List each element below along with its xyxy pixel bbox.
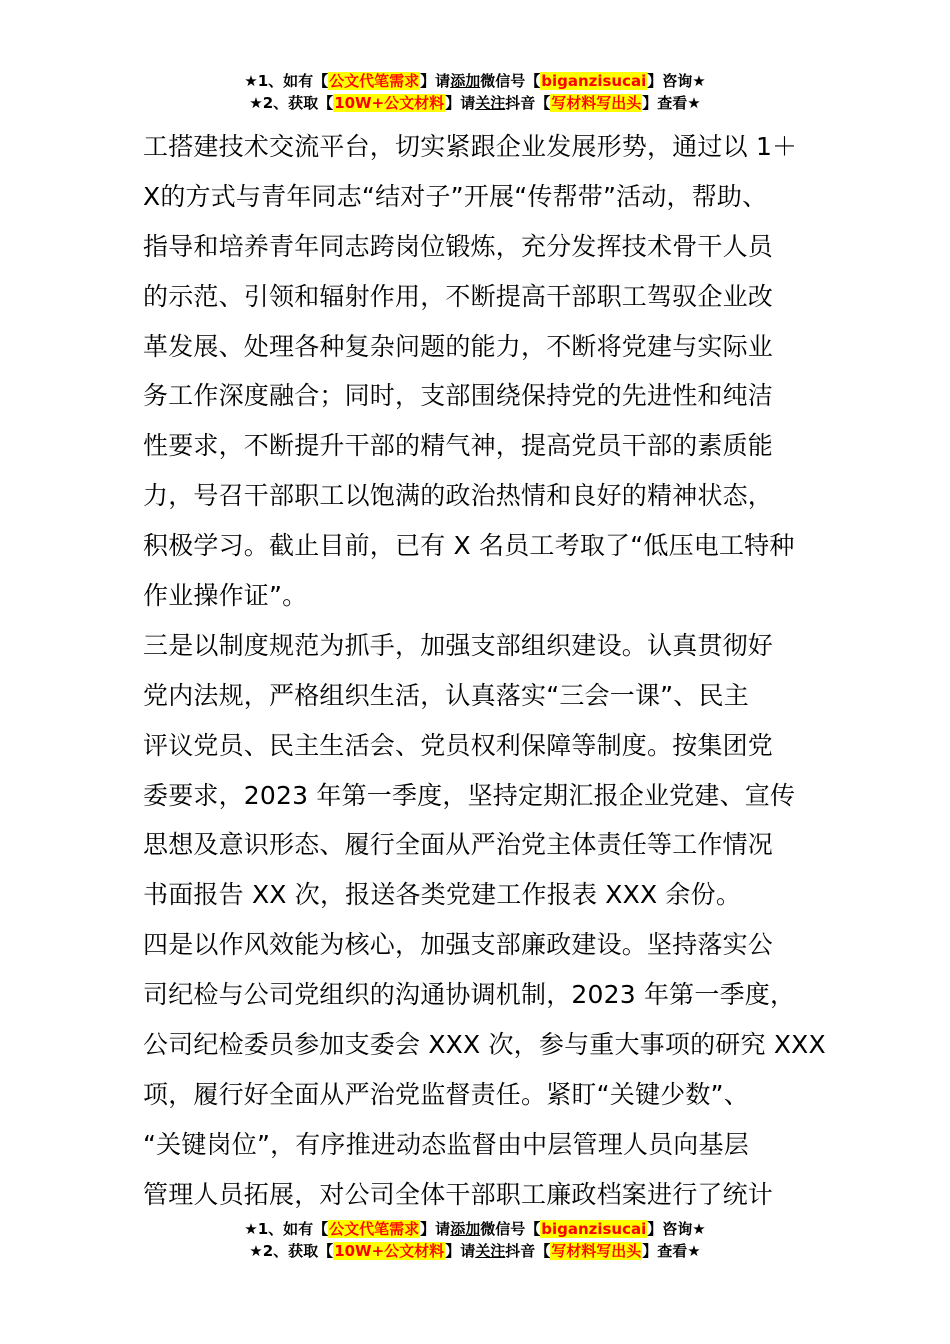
- banner-highlight: 10W+公文材料: [334, 1242, 445, 1260]
- banner-highlight: 写材料写出头: [551, 1242, 642, 1260]
- banner-line-2: [0, 92, 950, 114]
- banner-text: 】请: [420, 72, 451, 90]
- banner-text: 微信号【: [480, 1220, 541, 1238]
- body-line: 务工作深度融合；同时，支部围绕保持党的先进性和纯洁: [143, 381, 774, 411]
- body-line: 党内法规，严格组织生活，认真落实“三会一课”、民主: [143, 680, 749, 710]
- document-body: [143, 122, 833, 1220]
- banner-highlight: biganzisucai: [541, 72, 647, 90]
- body-line: 书面报告 XX 次，报送各类党建工作报表 XXX 余份。: [143, 880, 742, 910]
- banner-text: 】查看★: [642, 1242, 701, 1260]
- banner-underline: 关注: [475, 94, 506, 112]
- banner-text: ★2、获取【: [249, 1242, 334, 1260]
- banner-highlight: biganzisucai: [541, 1220, 647, 1238]
- banner-text: 抖音【: [505, 1242, 551, 1260]
- banner-underline: 添加: [450, 72, 481, 90]
- banner-highlight: 写材料写出头: [551, 94, 642, 112]
- body-line: 性要求，不断提升干部的精气神，提高党员干部的素质能: [143, 431, 774, 461]
- footer-banner: [0, 1218, 950, 1262]
- body-line: 项，履行好全面从严治党监督责任。紧盯“关键少数”、: [143, 1079, 749, 1109]
- body-line: 革发展、处理各种复杂问题的能力，不断将党建与实际业: [143, 331, 774, 361]
- body-line: 工搭建技术交流平台，切实紧跟企业发展形势，通过以 1＋: [143, 132, 798, 161]
- banner-highlight: 10W+公文材料: [334, 94, 445, 112]
- banner-text: 】咨询★: [647, 72, 706, 90]
- body-line: “关键岗位”，有序推进动态监督由中层管理人员向基层: [143, 1129, 749, 1159]
- body-line: X的方式与青年同志“结对子”开展“传帮带”活动，帮助、: [143, 181, 768, 211]
- banner-line-2: [0, 1240, 950, 1262]
- banner-text: ★1、如有【: [244, 72, 329, 90]
- body-line: 司纪检与公司党组织的沟通协调机制，2023 年第一季度，: [143, 980, 796, 1010]
- banner-text: 微信号【: [480, 72, 541, 90]
- banner-text: ★2、获取【: [249, 94, 334, 112]
- banner-text: 】请: [445, 1242, 476, 1260]
- body-line: 评议党员、民主生活会、党员权利保障等制度。按集团党: [143, 730, 774, 760]
- body-line: 作业操作证”。: [143, 581, 308, 611]
- body-line: 管理人员拓展，对公司全体干部职工廉政档案进行了统计: [143, 1179, 774, 1209]
- body-line: 指导和培养青年同志跨岗位锻炼，充分发挥技术骨干人员: [143, 231, 774, 261]
- body-line: 的示范、引领和辐射作用，不断提高干部职工驾驭企业改: [143, 281, 774, 311]
- banner-text: ★1、如有【: [244, 1220, 329, 1238]
- banner-text: 抖音【: [505, 94, 551, 112]
- banner-underline: 关注: [475, 1242, 506, 1260]
- banner-text: 】查看★: [642, 94, 701, 112]
- banner-text: 】咨询★: [647, 1220, 706, 1238]
- body-line: 思想及意识形态、履行全面从严治党主体责任等工作情况: [143, 830, 774, 860]
- body-line: 力，号召干部职工以饱满的政治热情和良好的精神状态，: [143, 481, 774, 511]
- header-banner: [0, 70, 950, 114]
- body-line: 积极学习。截止目前，已有 X 名员工考取了“低压电工特种: [143, 531, 795, 561]
- body-line: 三是以制度规范为抓手，加强支部组织建设。认真贯彻好: [143, 630, 774, 660]
- banner-line-1: [0, 1218, 950, 1240]
- body-line: 委要求，2023 年第一季度，坚持定期汇报企业党建、宣传: [143, 780, 796, 810]
- banner-line-1: [0, 70, 950, 92]
- body-line: 公司纪检委员参加支委会 XXX 次，参与重大事项的研究 XXX: [143, 1030, 826, 1060]
- body-line: 四是以作风效能为核心，加强支部廉政建设。坚持落实公: [143, 930, 774, 960]
- banner-highlight: 公文代笔需求: [329, 1220, 420, 1238]
- banner-underline: 添加: [450, 1220, 481, 1238]
- banner-text: 】请: [445, 94, 476, 112]
- banner-text: 】请: [420, 1220, 451, 1238]
- banner-highlight: 公文代笔需求: [329, 72, 420, 90]
